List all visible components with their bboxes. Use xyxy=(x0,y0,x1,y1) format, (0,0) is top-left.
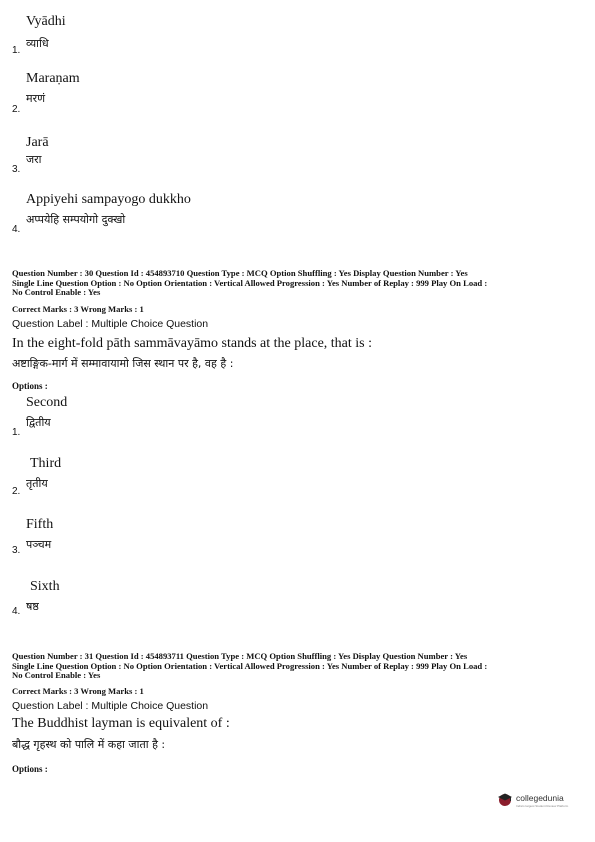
meta-line: No Control Enable : Yes xyxy=(12,287,101,298)
meta-line: Single Line Question Option : No Option Orientation : Vertical Allowed Progression : Yes Number of Replay : 999 Play On Load : xyxy=(12,277,488,288)
option-text-en: Sixth xyxy=(30,579,60,594)
option-text-hi: पञ्चम xyxy=(26,538,52,551)
option-number: 1. xyxy=(12,427,21,438)
question-31-label: Question Label : Multiple Choice Question xyxy=(12,700,209,712)
question-31-marks: Correct Marks : 3 Wrong Marks : 1 xyxy=(12,686,144,696)
meta-line: Single Line Question Option : No Option Orientation : Vertical Allowed Progression : Yes Number of Replay : 999 Play On Load : xyxy=(12,660,488,671)
meta-line: Question Number : 30 Question Id : 454893710 Question Type : MCQ Option Shuffling : Yes Display Question Number : Yes xyxy=(12,268,468,278)
option-number: 4. xyxy=(12,606,21,617)
question-31-meta xyxy=(12,652,587,681)
collegedunia-logo xyxy=(497,789,577,815)
option-text-en: Jarā xyxy=(26,135,49,150)
graduation-cap-icon xyxy=(497,791,513,807)
question-31-text-en: The Buddhist layman is equivalent of : xyxy=(12,716,230,731)
option-text-hi: तृतीय xyxy=(26,477,48,490)
logo-brand-text: collegedunia xyxy=(516,793,564,803)
question-30-label: Question Label : Multiple Choice Question xyxy=(12,318,209,330)
option-number: 2. xyxy=(12,104,21,115)
question-30-meta xyxy=(12,269,587,298)
option-text-hi: षष्ठ xyxy=(26,600,39,613)
option-number: 1. xyxy=(12,45,21,56)
option-text-hi: व्याधि xyxy=(26,37,49,50)
option-number: 3. xyxy=(12,164,21,175)
option-text-hi: द्वितीय xyxy=(26,416,51,429)
question-31-text-hi: बौद्ध गृहस्थ को पालि में कहा जाता है : xyxy=(12,738,166,751)
option-number: 4. xyxy=(12,224,21,235)
option-number: 2. xyxy=(12,486,21,497)
question-30-options-header: Options : xyxy=(12,381,48,391)
option-text-hi: अप्पयेहि सम्पयोगो दुक्खो xyxy=(26,213,126,226)
question-30-text-hi: अष्टाङ्गिक-मार्ग में सम्मावायामो जिस स्थान पर है, वह है : xyxy=(12,357,234,370)
option-text-en: Third xyxy=(30,456,62,471)
option-text-hi: मरणं xyxy=(26,92,46,105)
option-text-en: Maraṇam xyxy=(26,71,80,86)
option-number: 3. xyxy=(12,545,21,556)
meta-line: Question Number : 31 Question Id : 454893711 Question Type : MCQ Option Shuffling : Yes Display Question Number : Yes xyxy=(12,651,468,661)
option-text-en: Vyādhi xyxy=(26,14,66,29)
logo-tagline: India's largest Student Review Platform xyxy=(516,804,569,808)
question-31-options-header: Options : xyxy=(12,764,48,774)
option-text-en: Appiyehi sampayogo dukkho xyxy=(26,192,191,207)
option-text-en: Fifth xyxy=(26,517,54,532)
option-text-en: Second xyxy=(26,395,68,410)
question-30-marks: Correct Marks : 3 Wrong Marks : 1 xyxy=(12,304,144,314)
meta-line: No Control Enable : Yes xyxy=(12,670,101,681)
option-text-hi: जरा xyxy=(26,153,42,166)
question-30-text-en: In the eight-fold pāth sammāvayāmo stands at the place, that is : xyxy=(12,336,373,351)
